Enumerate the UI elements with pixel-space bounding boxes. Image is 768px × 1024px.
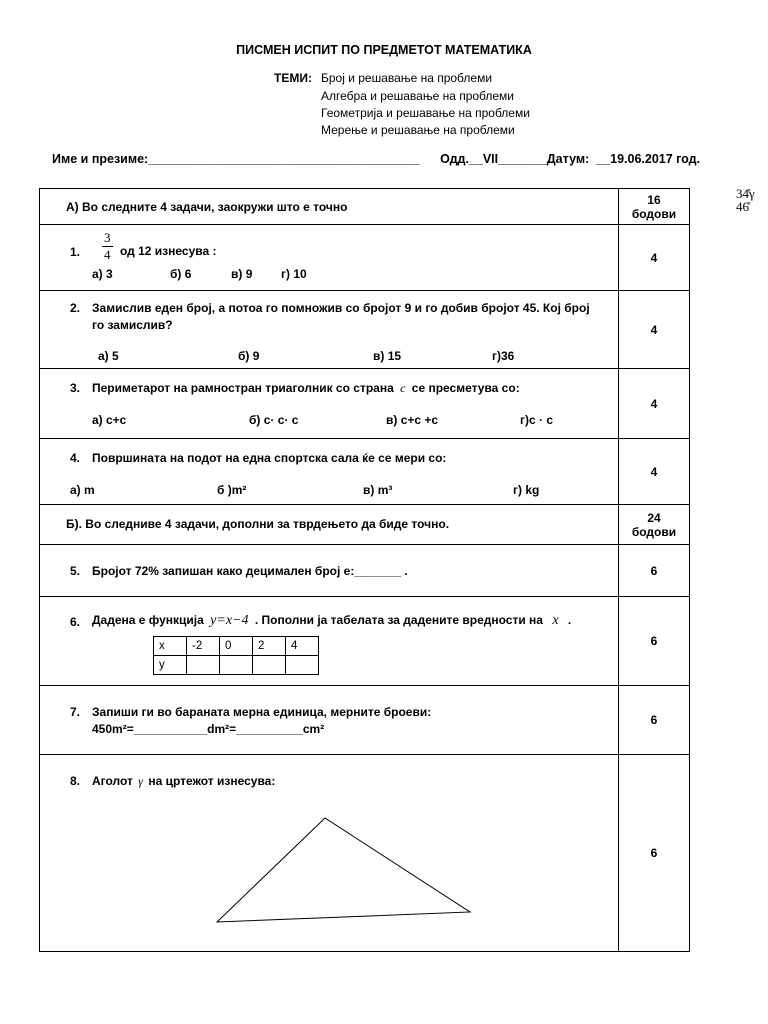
q6-x-cell: 4 [286,637,319,656]
q6-value-table [153,636,319,675]
q6-formula: y=x−4 [210,613,249,628]
q6-x-row [154,637,319,656]
q1-option-c: в) 9 [231,267,253,281]
q1-option-b: б) 6 [170,267,192,281]
q6-x-cell: -2 [187,637,220,656]
q6-y-cell [253,656,286,675]
q6-text [92,613,571,629]
question-1-row [40,225,690,291]
section-a-title-cell [40,189,619,225]
q1-option-d: г) 10 [281,267,307,281]
q8-number: 8. [70,774,81,788]
q2-line-2: го замислив? [92,318,173,332]
corner-note-top: 34̊γ [736,186,755,201]
q8-text-before: Аголот [92,774,133,788]
section-b-points-num: 24 [647,510,661,525]
q7-number: 7. [70,705,81,719]
q1-option-a: а) 3 [92,267,113,281]
q4-option-d: г) kg [513,483,540,497]
topic-3: Геометрија и решавање на проблеми [321,106,530,120]
q6-x-cell: x [154,637,187,656]
section-b-points-word: бодови [631,524,677,539]
question-5-row [40,545,690,597]
q6-y-cell [286,656,319,675]
question-6-row [40,597,690,686]
q3-option-d: г)с · с [520,413,554,427]
q8-points: 6 [619,755,690,952]
q1-fraction [102,230,113,263]
q6-y-cell [187,656,220,675]
q6-text-before: Дадена е функција [92,613,204,627]
q3-text-before: Периметарот на рамностран триаголник со страна [92,381,394,395]
q2-number: 2. [70,301,81,315]
q6-y-cell [220,656,253,675]
page-title: ПИСМЕН ИСПИТ ПО ПРЕДМЕТОТ МАТЕМАТИКА [236,43,532,57]
section-a-points-num: 16 [647,192,661,207]
q7-points: 6 [619,686,690,755]
section-a-points [619,189,690,225]
q1-number: 1. [70,245,81,259]
q3-text [92,381,520,396]
q8-triangle-drawing [40,755,618,952]
section-b-title: Б). Во следниве 4 задачи, дополни за тврдењето да биде точно. [66,517,450,531]
q5-points: 6 [619,545,690,597]
topics-label: ТЕМИ: [274,71,312,85]
q6-x-cell: 0 [220,637,253,656]
q2-option-b: б) 9 [238,349,260,363]
q6-points: 6 [619,597,690,686]
q3-option-a: а) с+с [92,413,127,427]
q4-option-a: а) m [70,483,95,497]
q3-option-c: в) с+с +с [386,413,439,427]
topic-4: Мерење и решавање на проблеми [321,123,515,137]
q5-number: 5. [70,564,81,578]
q6-y-cell: y [154,656,187,675]
q4-number: 4. [70,451,81,465]
q3-text-after: се пресметува со: [411,381,520,395]
triangle-shape [217,818,470,922]
section-a-title: А) Во следните 4 задачи, заокружи што е точно [66,200,348,214]
q4-points: 4 [619,439,690,505]
question-4-row [40,439,690,505]
corner-note-bottom: 46̊ [736,199,749,214]
q1-text: од 12 изнесува : [120,244,217,258]
q4-option-b: б )m² [217,483,247,497]
q6-variable: x [552,613,559,628]
q8-text-after: на цртежот изнесува: [148,774,276,788]
q2-line-1: Замислив еден број, а потоа го помножив со бројот 9 и го добив бројот 45. Кој број [92,301,590,315]
q6-number: 6. [70,615,81,629]
topic-2: Алгебра и решавање на проблеми [321,89,515,103]
section-b-points [619,505,690,545]
topic-1: Број и решавање на проблеми [321,71,493,85]
q6-y-row [154,656,319,675]
student-info-line: Име и презиме:_______________________________________ Одд.__VII_______Датум: __19.06.2017 год. [52,152,701,166]
q8-variable: γ [138,774,143,788]
section-a-points-word: бодови [631,206,677,221]
q5-text: Бројот 72% запишан како децимален број е:_______ . [92,564,408,578]
q1-points: 4 [619,225,690,291]
section-a-row [40,189,690,225]
q6-x-cell: 2 [253,637,286,656]
q3-number: 3. [70,381,81,395]
q4-option-c: в) m³ [363,483,393,497]
question-3-row [40,369,690,439]
q2-option-c: в) 15 [373,349,402,363]
q6-end: . [567,613,572,627]
question-2-row [40,291,690,369]
q2-option-d: г)36 [492,349,515,363]
q7-line-1: Запиши ги во бараната мерна единица, мерните броеви: [92,705,432,719]
q3-variable: с [400,381,406,395]
q3-points: 4 [619,369,690,439]
question-8-row [40,755,690,952]
q2-points: 4 [619,291,690,369]
q4-text: Површината на подот на една спортска сала ќе се мери со: [92,451,447,465]
question-7-row [40,686,690,755]
q1-fraction-numerator: 3 [104,230,111,245]
q3-option-b: б) с· с· с [249,413,299,427]
exam-table [39,188,690,952]
q2-option-a: а) 5 [98,349,119,363]
q1-fraction-denominator: 4 [104,247,111,262]
q6-text-after: . Пополни ја табелата за дадените вредности на [254,613,543,627]
section-b-row [40,505,690,545]
q7-line-2: 450m²=___________dm²=__________cm² [92,722,325,736]
